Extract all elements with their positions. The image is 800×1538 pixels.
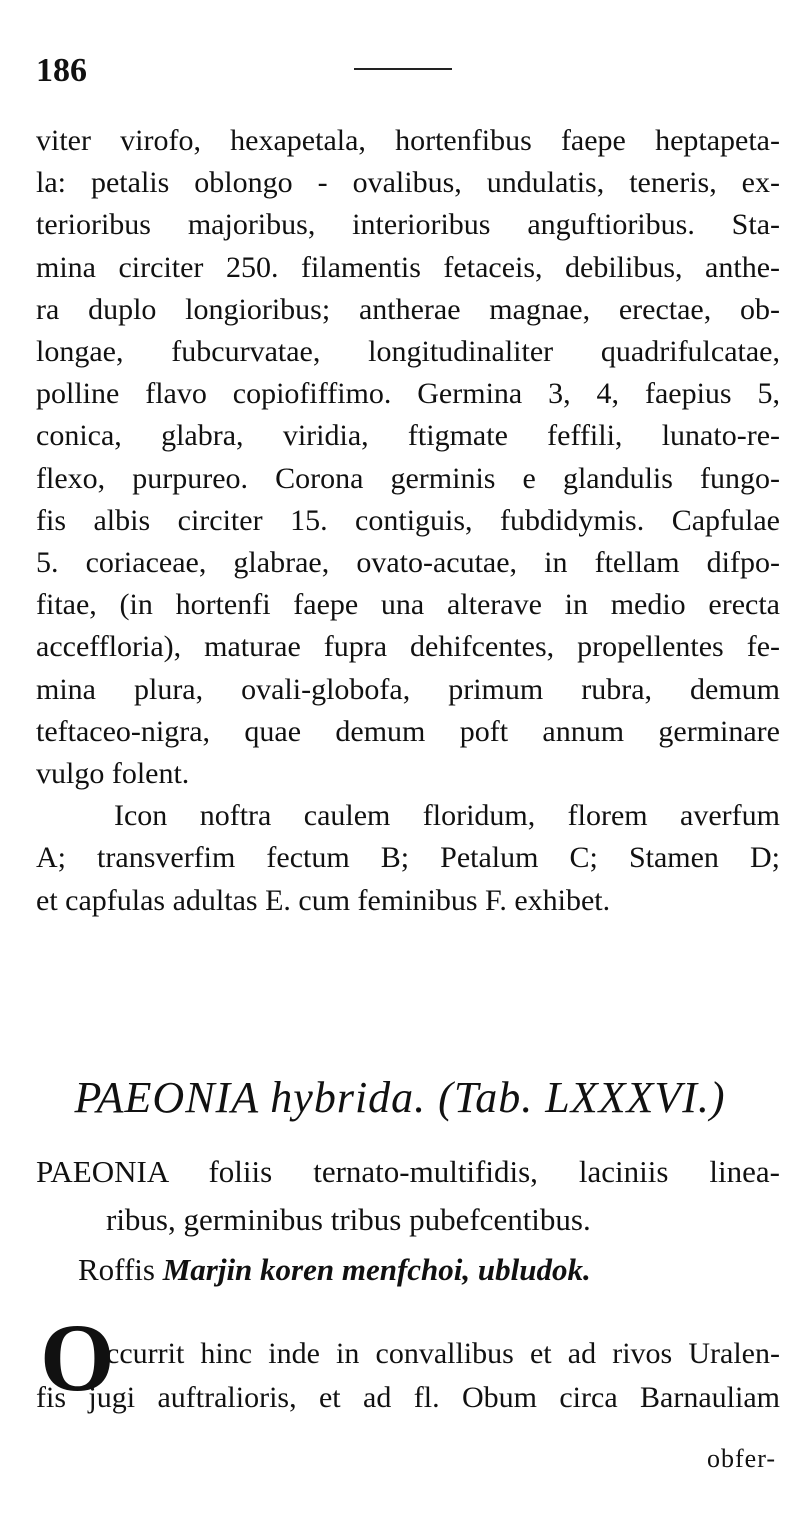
text-line: mina circiter 250. filamentis fetaceis, debilibus, anthe-	[36, 250, 780, 284]
text-line: la: petalis oblongo - ovalibus, undulatis, teneris, ex-	[36, 166, 780, 200]
header-rule	[354, 68, 452, 70]
text-line: A; transverfim fectum B; Petalum C; Stamen D;	[36, 841, 780, 875]
description-text	[36, 120, 780, 922]
vernacular-prefix: Roffis	[78, 1252, 155, 1287]
vernacular-names	[78, 1252, 591, 1288]
page-number: 186	[36, 52, 87, 89]
drop-cap: O	[40, 1304, 115, 1411]
diagnosis-line: ribus, germinibus tribus pubefcentibus.	[106, 1202, 591, 1237]
text-line: terioribus majoribus, interioribus anguftioribus. Sta-	[36, 208, 780, 242]
vernacular-list: Marjin koren menfchoi, ubludok.	[162, 1252, 591, 1287]
text-line: vulgo folent.	[36, 757, 190, 791]
catchword: obfer-	[707, 1444, 776, 1473]
species-diagnosis	[36, 1148, 780, 1244]
text-line: ra duplo longioribus; antherae magnae, erectae, ob-	[36, 292, 780, 326]
text-line: teftaceo-nigra, quae demum poft annum germinare	[36, 714, 780, 748]
text-line: Icon noftra caulem floridum, florem averfum	[114, 799, 780, 833]
habitat-paragraph	[36, 1304, 780, 1420]
text-line: longae, fubcurvatae, longitudinaliter quadrifulcatae,	[36, 335, 780, 369]
text-line: viter virofo, hexapetala, hortenfibus faepe heptapeta-	[36, 124, 780, 157]
text-line: conica, glabra, viridia, ftigmate feffili, lunato-re-	[36, 419, 780, 453]
text-line: fitae, (in hortenfi faepe una alterave in medio erecta	[36, 588, 780, 622]
diagnosis-line: PAEONIA foliis ternato-multifidis, laciniis linea-	[36, 1154, 780, 1189]
text-line: 5. coriaceae, glabrae, ovato-acutae, in ftellam difpo-	[36, 546, 780, 580]
text-line: flexo, purpureo. Corona germinis e glandulis fungo-	[36, 461, 780, 495]
text-line: et capfulas adultas E. cum feminibus F. exhibet.	[36, 883, 611, 917]
page-header	[36, 44, 776, 94]
text-line: fis jugi auftralioris, et ad fl. Obum circa Barnauliam	[36, 1381, 780, 1414]
species-heading: PAEONIA hybrida. (Tab. LXXXVI.)	[74, 1073, 726, 1122]
text-line: acceffloria), maturae fupra dehifcentes, propellentes fe-	[36, 630, 780, 664]
text-line: polline flavo copiofiffimo. Germina 3, 4, faepius 5,	[36, 377, 780, 411]
text-line: ccurrit hinc inde in convallibus et ad rivos Uralen-	[106, 1337, 780, 1370]
text-line: mina plura, ovali-globofa, primum rubra, demum	[36, 672, 780, 706]
text-line: fis albis circiter 15. contiguis, fubdidymis. Capfulae	[36, 503, 780, 537]
